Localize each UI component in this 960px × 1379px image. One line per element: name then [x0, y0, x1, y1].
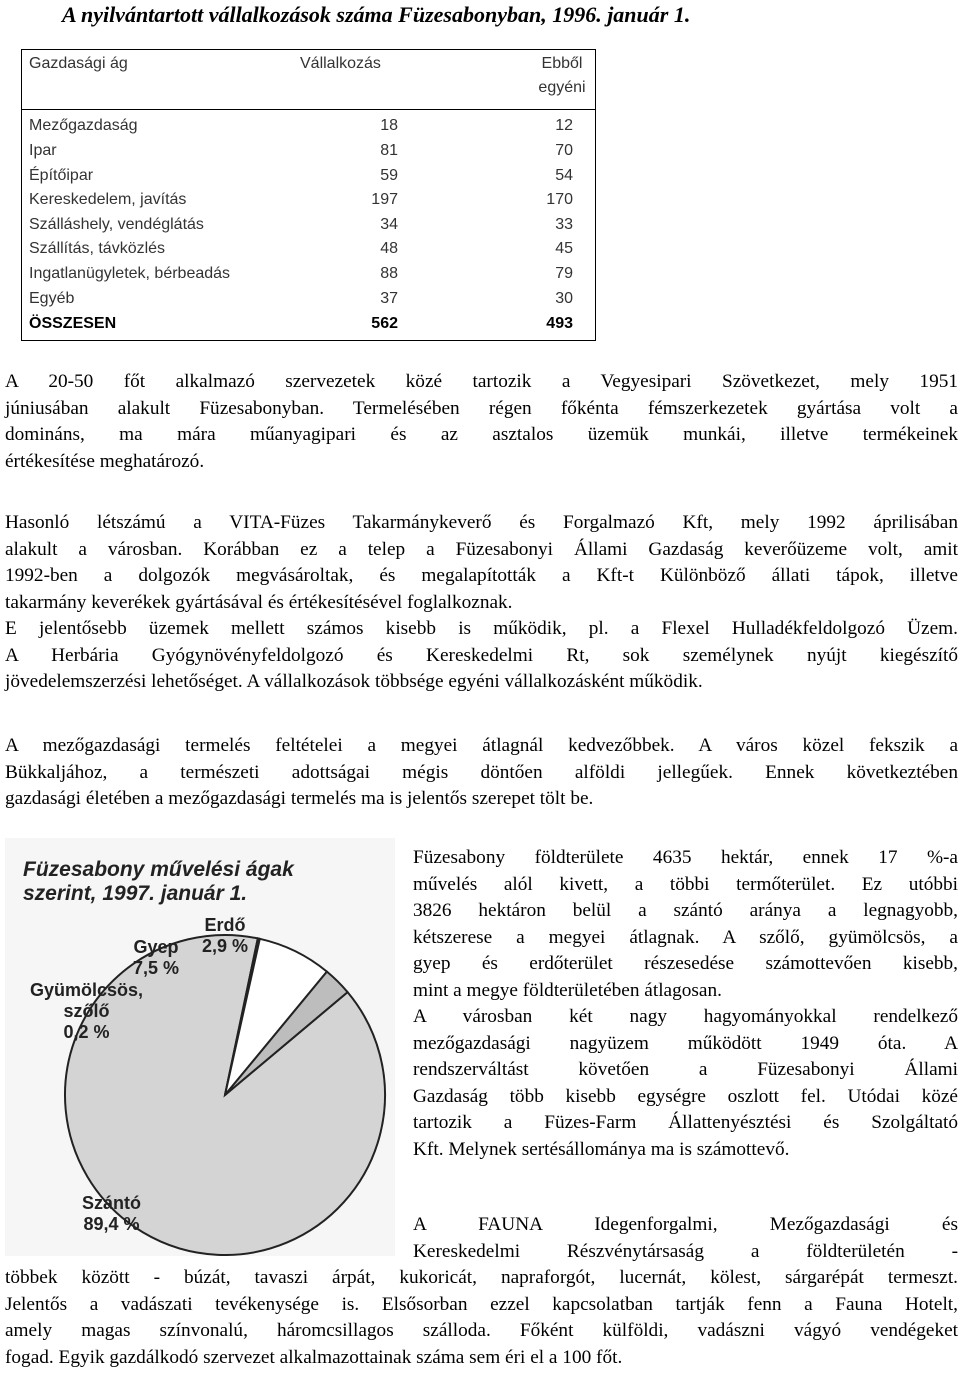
table-cell-individual: 12 [555, 117, 573, 134]
text-line: domináns, ma mára műanyagipari és az asztalos üzemük munkái, illetve termékeinek [5, 424, 958, 445]
text-line: jövedelemszerzési lehetőséget. A vállalkozások többsége egyéni vállalkozásként működik. [5, 671, 703, 692]
slice-label-name: Szántó [82, 1193, 142, 1213]
table-cell-individual: 33 [555, 216, 573, 233]
text-line: gyep és erdőterület részesedése számottevően kisebb, [413, 953, 958, 974]
table-cell-enterprises: 59 [380, 167, 398, 184]
text-line: Hasonló létszámú a VITA-Füzes Takarmánykeverő és Forgalmazó Kft, mely 1992 áprilisában [5, 512, 958, 533]
text-line: 3826 hektáron belül a szántó aránya a legnagyobb, [413, 900, 958, 921]
table-cell-sector: Szálláshely, vendéglátás [29, 216, 204, 233]
slice-label-value: 89,4 % [83, 1214, 140, 1234]
paragraph-mezogazdasag [5, 733, 958, 813]
text-line: mezőgazdasági nagyüzem működött 1949 óta. A [413, 1032, 958, 1054]
table-cell-enterprises: 34 [380, 216, 398, 233]
table-cell-sector: Kereskedelem, javítás [29, 191, 187, 208]
text-line: többek között - búzát, tavaszi árpát, kukoricát, napraforgót, lucernát, kölest, sárgarépát termeszt. [5, 1267, 958, 1288]
table-cell-individual: 79 [555, 265, 573, 282]
table-header-of-which: Ebből [541, 55, 583, 72]
table-cell-individual: 70 [555, 142, 573, 159]
slice-label-name: szőlő [63, 1001, 110, 1021]
paragraph-foldterulet [413, 845, 958, 1163]
paragraph-fauna-rest [5, 1265, 958, 1371]
slice-label-name: Erdő [204, 915, 246, 935]
text-line: takarmány keverékek gyártásával és értékesítésével foglalkoznak. [5, 591, 513, 613]
table-cell-enterprises: 197 [371, 191, 398, 208]
table-header-divider [22, 109, 595, 110]
text-line: Bükkaljához, a természeti adottságai mégis döntően alföldi jellegűek. Ennek következtében [5, 761, 958, 783]
table-cell-sector: Építőipar [29, 167, 94, 184]
table-cell-enterprises: 81 [380, 142, 398, 159]
slice-label-erdo [202, 915, 248, 957]
table-header-sector: Gazdasági ág [29, 55, 128, 72]
slice-label-value: 0,2 % [63, 1022, 110, 1042]
table-cell-sector: Ingatlanügyletek, bérbeadás [29, 265, 231, 282]
table-cell-individual: 54 [555, 167, 573, 184]
text-line: A 20-50 főt alkalmazó szervezetek közé tartozik a Vegyesipari Szövetkezet, mely 1951 [5, 371, 958, 392]
table-cell-sector: Mezőgazdaság [29, 117, 138, 134]
slice-label-name: Gyep [133, 937, 179, 957]
table-cell-enterprises: 37 [380, 290, 398, 307]
text-line: A Herbária Gyógynövényfeldolgozó és Kereskedelmi Rt, sok személynek nyújt kiegészítő [5, 644, 958, 666]
text-line: tartozik a Füzes-Farm Állattenyésztési és Szolgáltató [413, 1112, 958, 1133]
text-line: alakult a városban. Korábban ez a telep a Füzesabonyi Állami Gazdaság keverőüzeme volt, amit [5, 538, 958, 560]
slice-label-value: 7,5 % [133, 958, 180, 978]
text-line: fogad. Egyik gazdálkodó szervezet alkalmazottainak száma sem éri el a 100 főt. [5, 1346, 623, 1368]
text-line: Kft. Melynek sertésállománya ma is számottevő. [413, 1138, 790, 1160]
text-line: E jelentősebb üzemek mellett számos kisebb is működik, pl. a Flexel Hulladékfeldolgozó Üzem. [5, 618, 958, 639]
table-cell-sector: Szállítás, távközlés [29, 240, 166, 257]
text-line: 1992-ben a dolgozók megvásároltak, és megalapították a Kft-t Különböző állati tápok, illetve [5, 565, 958, 586]
text-line: értékesítése meghatározó. [5, 450, 205, 472]
text-line: gazdasági életében a mezőgazdasági termelés ma is jelentős szerepet tölt be. [5, 788, 594, 809]
text-line: Gazdaság több kisebb egységre oszlott fel. Utódai közé [413, 1085, 958, 1107]
paragraph-vita-fuzes [5, 510, 958, 696]
paragraph-fauna-start [413, 1212, 958, 1265]
table-cell-enterprises: 88 [380, 265, 398, 282]
page-title: A nyilvántartott vállalkozások száma Füzesabonyban, 1996. január 1. [62, 2, 691, 27]
text-line: Kereskedelmi Részvénytársaság a földterületén - [413, 1240, 958, 1262]
chart-title [23, 858, 294, 906]
text-line: A mezőgazdasági termelés feltételei a megyei átlagnál kedvezőbbek. A város közel fekszik a [5, 735, 958, 756]
table-total-enterprises: 562 [371, 315, 398, 332]
table-cell-sector: Egyéb [29, 290, 75, 307]
text-line: Jelentős a vadászati tevékenysége is. Elsősorban ezzel kapcsolatban tartják fenn a Fauna Hotelt, [5, 1293, 958, 1315]
text-line: művelés alól kivett, a többi termőterület. Ez utóbbi [413, 873, 958, 895]
slice-label-name: Gyümölcsös, [30, 980, 144, 1000]
slice-label-value: 2,9 % [202, 936, 249, 956]
slice-label-gyep [133, 937, 179, 979]
paragraph-vegyesipari [5, 369, 958, 475]
slice-label-szanto [82, 1193, 141, 1235]
text-line: rendszerváltást követően a Füzesabonyi Állami [413, 1059, 958, 1080]
table-cell-individual: 170 [546, 191, 573, 208]
table-total-label: ÖSSZESEN [29, 315, 117, 332]
text-line: Füzesabony földterülete 4635 hektár, ennek 17 %-a [413, 847, 958, 868]
slice-label-gyumolcsos [30, 980, 143, 1043]
text-line: kétszerese a megyei átlagnak. A szőlő, gyümölcsös, a [413, 926, 958, 948]
text-line: A városban két nagy hagyományokkal rendelkező [413, 1006, 958, 1027]
table-cell-individual: 45 [555, 240, 573, 257]
enterprise-table [21, 49, 596, 341]
text-line: amely magas színvonalú, háromcsillagos szálloda. Főként külföldi, vadászni vágyó vendégeket [5, 1320, 958, 1341]
chart-title-line: Füzesabony művelési ágak [23, 858, 294, 881]
text-line: A FAUNA Idegenforgalmi, Mezőgazdasági és [413, 1214, 958, 1235]
table-cell-enterprises: 48 [380, 240, 398, 257]
chart-title-line: szerint, 1997. január 1. [23, 882, 248, 905]
table-total-individual: 493 [546, 315, 573, 332]
table-header-enterprises: Vállalkozás [300, 55, 381, 72]
table-cell-sector: Ipar [29, 142, 57, 159]
table-cell-individual: 30 [555, 290, 573, 307]
text-line: júniusában alakult Füzesabonyban. Termelésében régen főkénta fémszerkezetek gyártása volt a [5, 397, 958, 419]
table-header-individual: egyéni [538, 79, 586, 96]
table-cell-enterprises: 18 [380, 117, 398, 134]
text-line: mint a megye földterületében átlagosan. [413, 979, 722, 1001]
